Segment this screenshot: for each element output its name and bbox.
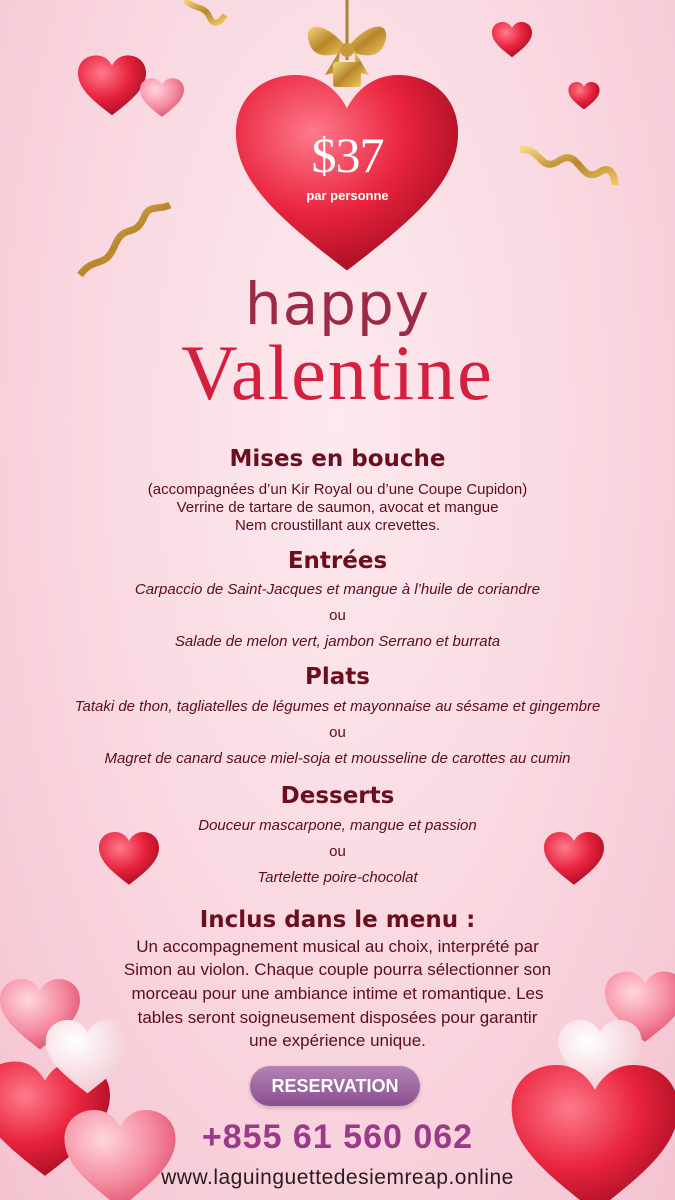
price-unit: par personne	[306, 188, 389, 203]
ribbon-icon	[80, 205, 170, 275]
heart-icon	[140, 78, 184, 117]
entree-item: Carpaccio de Saint-Jacques et mangue à l’huile de coriandre	[134, 581, 541, 598]
section-title-included: Inclus dans le menu :	[199, 907, 476, 933]
section-title-amuse: Mises en bouche	[229, 446, 446, 472]
plat-item: Magret de canard sauce miel-soja et mousseline de carottes au cumin	[104, 750, 571, 767]
ribbon-icon	[185, 0, 225, 23]
ribbon-icon	[520, 149, 615, 185]
section-title-desserts: Desserts	[280, 783, 395, 809]
heart-icon	[492, 22, 532, 57]
section-title-plats: Plats	[305, 664, 370, 690]
heart-icon	[568, 82, 599, 109]
amuse-line: Verrine de tartare de saumon, avocat et mangue	[176, 499, 499, 516]
price-amount: $37	[311, 127, 384, 183]
included-line: Simon au violon. Chaque couple pourra sélectionner son	[123, 960, 552, 979]
heart-icon	[78, 55, 146, 115]
entree-item: Salade de melon vert, jambon Serrano et burrata	[174, 633, 501, 650]
dessert-item: Douceur mascarpone, mangue et passion	[198, 817, 477, 834]
title-valentine: Valentine	[181, 329, 494, 416]
phone-number[interactable]: +855 61 560 062	[201, 1118, 474, 1156]
included-line: une expérience unique.	[249, 1031, 426, 1050]
title-happy: happy	[244, 270, 431, 338]
reservation-button[interactable]: RESERVATION	[250, 1066, 420, 1106]
dessert-item: Tartelette poire-chocolat	[257, 869, 418, 886]
website-link[interactable]: www.laguinguettedesiemreap.online	[161, 1166, 514, 1189]
plat-or: ou	[329, 724, 346, 741]
amuse-line: (accompagnées d’un Kir Royal ou d’une Coupe Cupidon)	[147, 481, 528, 498]
section-title-entrees: Entrées	[287, 548, 388, 574]
included-line: Un accompagnement musical au choix, interprété par	[136, 937, 539, 956]
included-line: morceau pour une ambiance intime et romantique. Les	[131, 984, 544, 1003]
plat-item: Tataki de thon, tagliatelles de légumes et mayonnaise au sésame et gingembre	[74, 698, 601, 715]
entree-or: ou	[329, 607, 346, 624]
included-line: tables seront soigneusement disposées pour garantir	[137, 1008, 538, 1027]
bow-icon	[308, 0, 387, 87]
amuse-line: Nem croustillant aux crevettes.	[234, 517, 441, 534]
dessert-or: ou	[329, 843, 346, 860]
